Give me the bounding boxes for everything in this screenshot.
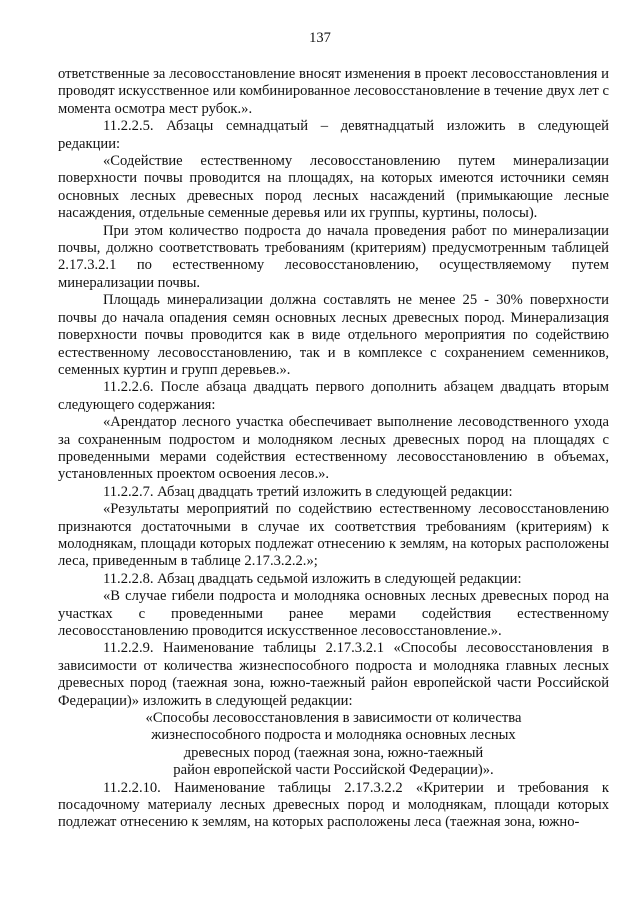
paragraph: 11.2.2.9. Наименование таблицы 2.17.3.2.1 «Способы лесовосстановления в зависимости от количества жизнеспособного подроста и молодняка главных лесных древесных пород (таежная зона, южно-таежный район европейской части Российской Федерации)» изложить в следующей редакции: bbox=[58, 640, 609, 709]
paragraph: 11.2.2.6. После абзаца двадцать первого дополнить абзацем двадцать вторым следующего содержания: bbox=[58, 379, 609, 413]
table-title-line: жизнеспособного подроста и молодняка основных лесных bbox=[151, 727, 516, 744]
paragraph: 11.2.2.8. Абзац двадцать седьмой изложить в следующей редакции: bbox=[103, 570, 522, 587]
paragraph: 11.2.2.7. Абзац двадцать третий изложить в следующей редакции: bbox=[103, 483, 513, 500]
document-body bbox=[58, 66, 609, 832]
paragraph: «Содействие естественному лесовосстановлению путем минерализации поверхности почвы проводится на площадях, на которых имеются источники семян основных лесных древесных пород лесных насаждений (примыкающие лесные насаждения, отдельные семенные деревья или их группы, куртины, полосы). bbox=[58, 153, 609, 222]
paragraph: «Арендатор лесного участка обеспечивает выполнение лесоводственного ухода за сохраненным подростом и молодняком лесных древесных пород на площадях с проведенными мерами содействия естественному лесовосстановлению в объемах, установленных проектом освоения лесов.». bbox=[58, 414, 609, 483]
table-title-line: район европейской части Российской Федерации)». bbox=[173, 762, 494, 779]
table-title-block bbox=[58, 710, 609, 780]
paragraph: 11.2.2.5. Абзацы семнадцатый – девятнадцатый изложить в следующей редакции: bbox=[58, 118, 609, 152]
page-number: 137 bbox=[309, 30, 331, 46]
paragraph: 11.2.2.10. Наименование таблицы 2.17.3.2.2 «Критерии и требования к посадочному материалу лесных древесных пород и молоднякам, площади которых подлежат отнесению к землям, на которых расположены леса (таежная зона, южно- bbox=[58, 779, 609, 831]
paragraph: ответственные за лесовосстановление вносят изменения в проект лесовосстановления и проводят искусственное или комбинированное лесовосстановление в течение двух лет с момента осмотра мест рубок.». bbox=[58, 66, 609, 117]
paragraph: При этом количество подроста до начала проведения работ по минерализации почвы, должно соответствовать требованиям (критериям) предусмотренным таблицей 2.17.3.2.1 по естественному лесовосстановлению, осуществляемому путем минерализации почвы. bbox=[58, 222, 609, 291]
table-title-line: «Способы лесовосстановления в зависимости от количества bbox=[145, 710, 522, 727]
paragraph: «В случае гибели подроста и молодняка основных лесных древесных пород на участках с проведенными ранее мерами содействия естественному лесовосстановлению проводится искусственное лесовосстановление.». bbox=[58, 588, 609, 639]
paragraph: Площадь минерализации должна составлять не менее 25 - 30% поверхности почвы до начала опадения семян основных лесных древесных пород. Минерализация поверхности почвы проводится как в виде отдельного мероприятия по содействию естественному лесовосстановлению, так и в комплексе с сохранением семенников, семенных куртин и групп деревьев.». bbox=[58, 292, 609, 378]
paragraph: «Результаты мероприятий по содействию естественному лесовосстановлению признаются достаточными в случае их соответствия требованиям (критериям) к молоднякам, площади которых подлежат отнесению к землям, на которых расположены леса, приведенным в таблице 2.17.3.2.2.»; bbox=[58, 501, 609, 570]
table-title-line: древесных пород (таежная зона, южно-таежный bbox=[183, 744, 484, 761]
